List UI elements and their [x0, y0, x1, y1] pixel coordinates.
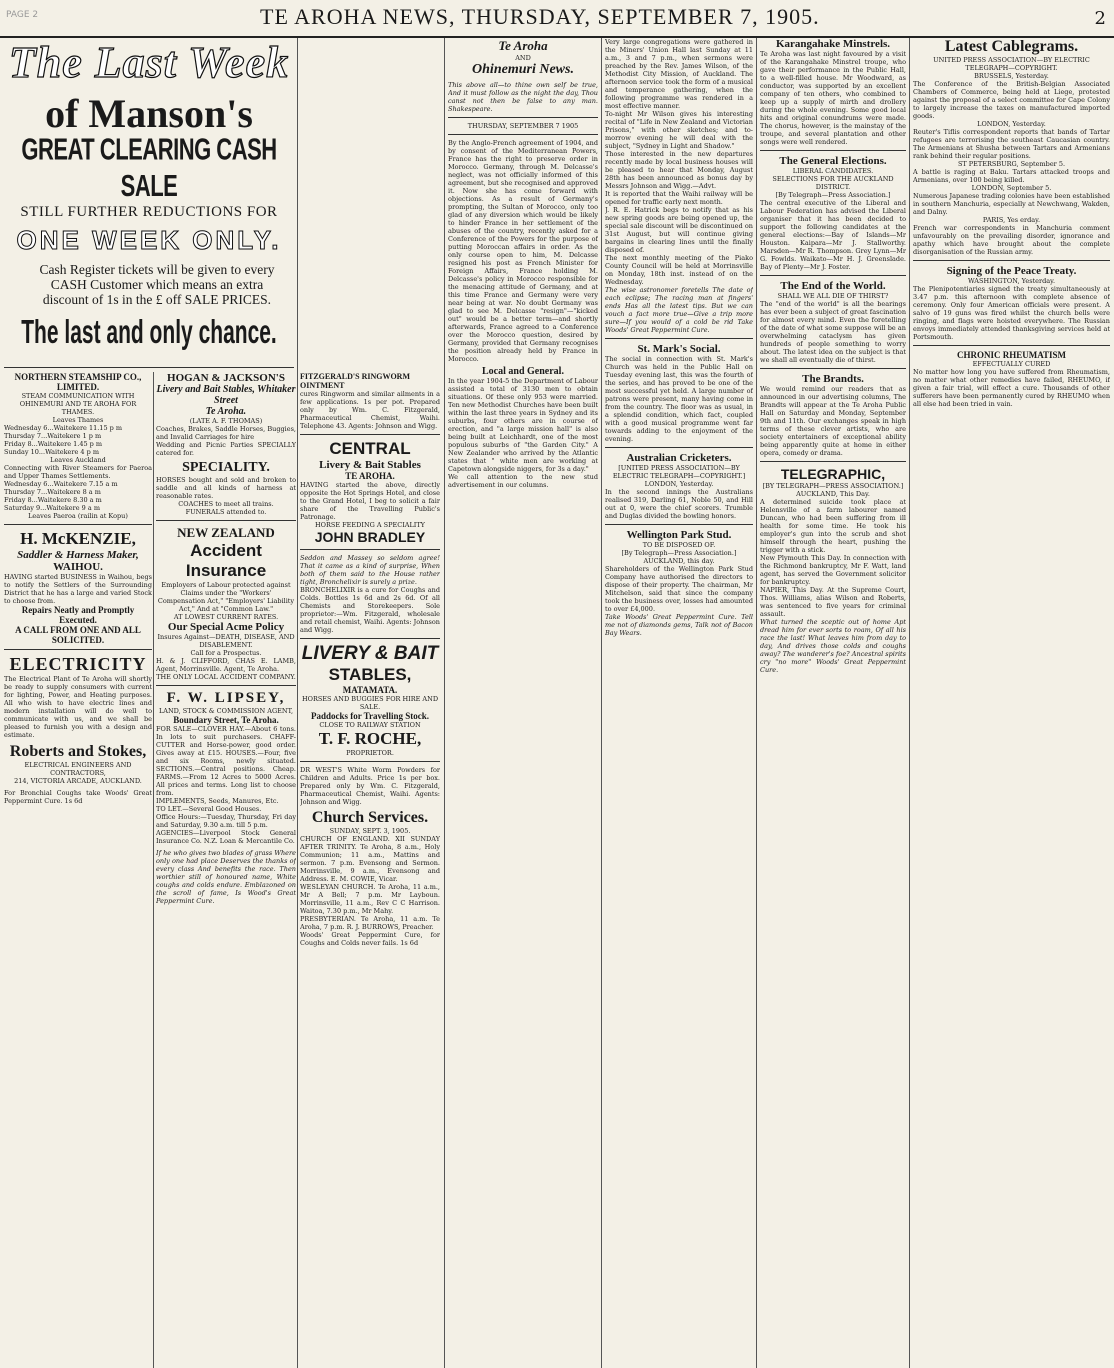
lipsey-implements: IMPLEMENTS, Seeds, Manures, Etc.	[156, 797, 279, 805]
livery-title: LIVERY & BAIT	[301, 643, 439, 664]
column-rule	[153, 372, 154, 1368]
hogan-place: Te Aroha.	[205, 406, 247, 417]
coaches-text: COACHES to meet all trains.	[178, 500, 274, 508]
hogan-parties: Wedding and Picnic Parties SPECIALLY catered for.	[156, 441, 296, 457]
bronchelixir-text: BRONCHELIXIR is a cure for Coughs and Colds. Bottles 1s 6d and 2s 6d. Of all Chemists and Storekeepers. Sole proprietor:—Wm. Fitzgerald, wholesale and retail chemist, Waihi. Agents: Johnson and Wigg.	[300, 586, 440, 634]
lipsey-office-hours: Office Hours:—Tuesday, Thursday, Fri day and Saturday, 9.30 a.m. till 5 p.m.	[156, 813, 296, 829]
brandts-text: We would remind our readers that as announced in our advertising columns, The Brandts will appear at the Te Aroha Public Hall on Saturday and Monday, September 9th and 11th. Our exchanges speak in high terms of these clever artists, who are society entertainers of exceptional ability being apparently quite at home in either opera, comedy or drama.	[760, 385, 906, 457]
shipping-title: NORTHERN STEAMSHIP CO., LIMITED.	[14, 372, 142, 392]
seddon-verse: Seddon and Massey so seldom agree! That it came as a kind of surprise, When both of them said to the House rather tight, Bronchelixir is surely a prize.	[300, 554, 440, 586]
horse-feeding: HORSE FEEDING A SPECIALITY	[315, 521, 425, 529]
acme-title: Our Special Acme Policy	[167, 621, 285, 633]
news-text-4: It is reported that the Waihi railway will be opened for traffic early next month.	[605, 190, 753, 206]
divider	[156, 520, 296, 521]
funerals-text: FUNERALS attended to.	[185, 508, 267, 516]
plymouth-text: New Plymouth This Day. In connection with the Richmond bankruptcy, Mr F. Watt, land agent, has served the Government solicitor for bankruptcy.	[760, 554, 906, 586]
column-6	[760, 38, 906, 1368]
column-7	[913, 38, 1110, 1368]
lipsey-to-let: TO LET.—Several Good Houses.	[156, 805, 262, 813]
advert-headline-mansons: of Manson's	[45, 91, 253, 136]
column-rule	[601, 38, 602, 1368]
shipping-line: Thursday 7...Waitekere 1 p m	[4, 432, 102, 440]
page-corner-label: PAGE 2	[6, 10, 39, 20]
divider	[760, 275, 906, 276]
only-local: THE ONLY LOCAL ACCIDENT COMPANY.	[156, 673, 296, 681]
dateline-london: LONDON, Yesterday.	[977, 120, 1046, 128]
column-rule	[756, 38, 757, 1368]
nz-insurance-title: NEW ZEALAND	[177, 525, 275, 540]
karangahake-text: Te Aroha was last night favoured by a visit of the Karangahake Minstrel troupe, who gave their performance in the Public Hall, to a well-filled house. Mr Woodward, as conductor, was supported by an excellent company of ten others, who combined to keep up a supply of mirth and drollery during the whole evening. Some good local hits and original conundrums were made. The chorus, however, is the mainstay of the troupe, and several plantation and other songs were well rendered.	[760, 50, 906, 146]
mckenzie-trade: Saddler & Harness Maker,	[17, 549, 139, 561]
column-1	[4, 372, 152, 1368]
divider	[300, 761, 440, 762]
end-world-sub: SHALL WE ALL DIE OF THIRST?	[777, 292, 889, 300]
mckenzie-text: HAVING started BUSINESS in Waihou, begs to notify the Settlers of the Surrounding District that he has a large and varied Stock to choose from.	[4, 573, 152, 605]
wellington-title: Wellington Park Stud.	[626, 529, 732, 541]
shipping-subtitle: STEAM COMMUNICATION WITH OHINEMURI AND TE AROHA FOR THAMES.	[19, 392, 137, 416]
dateline-brussels: BRUSSELS, Yesterday.	[974, 72, 1049, 80]
divider	[760, 368, 906, 369]
central-text: HAVING started the above, directly opposite the Hot Springs Hotel, and close to the Grand Hotel, I beg to solicit a fair share of the Travelling Public's Patronage.	[300, 481, 440, 521]
acme-call: Call for a Prospectus.	[190, 649, 262, 657]
livery-title2: STABLES,	[328, 665, 412, 684]
column-4	[448, 38, 598, 1368]
roberts-address: 214, VICTORIA ARCADE, AUCKLAND.	[14, 777, 142, 785]
cablegrams-assoc: UNITED PRESS ASSOCIATION—BY ELECTRIC TELEGRAPH—COPYRIGHT.	[933, 56, 1090, 72]
general-elections-assoc: [By Telegraph—Press Association.]	[775, 191, 891, 199]
stmark-title: St. Mark's Social.	[637, 343, 721, 355]
column-2	[156, 372, 296, 1368]
roche-proprietor: PROPRIETOR.	[346, 749, 394, 757]
telegraphic-place: AUCKLAND, This Day.	[796, 490, 870, 498]
divider	[605, 447, 753, 448]
divider	[605, 524, 753, 525]
nz-insurance-rates: AT LOWEST CURRENT RATES.	[173, 613, 279, 621]
advert-clearing-sale: GREAT CLEARING CASH SALE	[21, 131, 277, 203]
column-rule	[297, 38, 298, 1368]
cricket-assoc: [UNITED PRESS ASSOCIATION—BY ELECTRIC TELEGRAPH—COPYRIGHT.]	[612, 464, 746, 480]
divider	[448, 134, 598, 135]
church-title: Church Services.	[311, 809, 429, 826]
lipsey-agencies: AGENCIES—Liverpool Stock General Insurance Co. N.Z. Loan & Mercantile Co.	[156, 829, 296, 845]
advert-one-week: ONE WEEK ONLY.	[16, 225, 282, 255]
roberts-subtitle: ELECTRICAL ENGINEERS AND CONTRACTORS,	[24, 761, 132, 777]
advert-last-chance-text: The last and only chance.	[21, 314, 277, 351]
auckland-line: Friday 8...Waitekere 8.30 a m	[4, 496, 102, 504]
wesleyan-text: WESLEYAN CHURCH. Te Aroha, 11 a.m., Mr A Bell; 7 p.m. Mr Layboun. Morrinsville, 11 a.m., Rev C C Harrison. Waitoa, 7.30 p.m., Mr Mahy.	[300, 883, 440, 915]
lipsey-text: FOR SALE—CLOVER HAY.—About 6 tons. In lots to suit purchasers. CHAFF-CUTTER and Horse-power, good order. Gives away at £15. HOUSES.—Four, five and six Rooms, newly situated. SECTIONS.—Central positions. Cheap. FARMS.—From 12 Acres to 5000 Acres. All prices and terms. Long list to choose from.	[156, 725, 296, 797]
news-text-6: The next monthly meeting of the Piako County Council will be held at Morrinsville on Monday, 18th inst. instead of on the Wednesday.	[605, 254, 753, 286]
cablegrams-title: Latest Cablegrams.	[944, 38, 1079, 55]
dateline-paris: PARIS, Yes erday.	[982, 216, 1041, 224]
peace-text: The Plenipotentiaries signed the treaty simultaneously at 3.47 p.m. this afternoon with complete absence of ceremony. Only four American officials were present. A salvo of 19 guns was fired whilst the church bells were ringing, and flags were hoisted everywhere. The Russian envoys immediately attended thanksgiving services held at Portsmouth.	[913, 285, 1110, 341]
general-elections-title: The General Elections.	[779, 155, 887, 167]
telegraphic-title: TELEGRAPHIC,	[780, 466, 886, 482]
auckland-line: Thursday 7...Waitekere 8 a m	[4, 488, 101, 496]
brussels-text: The Conference of the British-Belgian Associated Chambers of Commerce, being held at Liege, protested against the proposal of a select committee for Cape Colony to largely increase the taxes on manufactured imported goods.	[913, 80, 1110, 120]
shipping-line: Wednesday 6...Waitekere 11.15 p m	[4, 424, 123, 432]
paper-motto: This above all—to thine own self be true, And it must follow as the night the day, Thou canst not then be false to any man. Shakespeare.	[448, 81, 598, 113]
shipping-line: Sunday 10...Waitekere 4 p m	[4, 448, 99, 456]
roche-name: T. F. ROCHE,	[318, 729, 422, 748]
peppermint-verse: The wise astronomer foretells The date of each eclipse; The racing man at fingers' ends Has all the latest tips. But we can vouch a fact more true—Give a trip more sure—If you would of a cold be rid Take Woods' Great Peppermint Cure.	[605, 286, 753, 334]
petersburg-text: A battle is raging at Baku. Tartars attacked troops and Armenians, over 100 being killed.	[913, 168, 1110, 184]
telegraphic-text: A determined suicide took place at Helensville of a farm labourer named Duncan, who had been suffering from ill health for some time. He took his employer's gun into the scrub and shot himself through the heart, pushing the trigger with a stick.	[760, 498, 906, 554]
paper-title-2: Ohinemuri News.	[472, 62, 574, 77]
fitzgerald-text: cures Ringworm and similar ailments in a few applications. 1s per pot. Prepared only by Wm. C. Fitzgerald, Pharmaceutical Chemist, Waihi. Telephone 43. Agents: Johnson and Wigg.	[300, 390, 440, 430]
cricket-place: LONDON, Yesterday.	[644, 480, 714, 488]
wellington-text: Shareholders of the Wellington Park Stud Company have authorised the directors to dispose of their property. The chairman, Mr Mitchelson, said that since the company took the business over, losses had amounted to over £4,000.	[605, 565, 753, 613]
divider	[4, 524, 152, 525]
lipsey-title: F. W. LIPSEY,	[166, 690, 286, 706]
roberts-title: Roberts and Stokes,	[9, 743, 147, 760]
dateline-petersburg: ST PETERSBURG, September 5.	[957, 160, 1066, 168]
livery-place: MATAMATA.	[342, 685, 398, 695]
divider	[760, 150, 906, 151]
london2-text: Numerous Japanese trading colonies have been established in southern Manchuria, especially at Newchwang, Wakden, and Dalny.	[913, 192, 1110, 216]
peppermint-poem: If he who gives two blades of grass Where only one had place Deserves the thanks of every class And benefits the race. Then worthier still of honoured name, White coughs and colds endure. Emblazoned on the scroll of fame, Is Wood's Great Peppermint Cure.	[156, 849, 296, 905]
column-rule	[909, 38, 910, 1368]
church-text: CHURCH OF ENGLAND. XII SUNDAY AFTER TRINITY. Te Aroha, 8 a.m., Holy Communion; 11 a.m., Mattins and sermon. 7 p.m. Evensong and Sermon. Morrinsville, 9 a.m., Evensong and Address. E. M. COWIE, Vicar.	[300, 835, 440, 883]
divider	[156, 685, 296, 686]
speciality-text: HORSES bought and sold and broken to saddle and all kinds of harness at reasonable rates.	[156, 476, 296, 500]
local-general-title: Local and General.	[482, 366, 564, 377]
peace-title: Signing of the Peace Treaty.	[946, 265, 1077, 277]
news-text-3: Those interested in the new departures recently made by local business houses will be pleased to hear that Monday, August 28th has been announced as bonus day by Messrs Johnson and Wigg.—Advt.	[605, 150, 753, 190]
london-text: Reuter's Tiflis correspondent reports that bands of Tartar refugees are terrorising the southeast Caucasian country. The Armenians at Shusha between Tartars and Armenians rank behind their regular positions.	[913, 128, 1110, 160]
divider	[300, 549, 440, 550]
presbyterian-text: PRESBYTERIAN. Te Aroha, 11 a.m. Te Aroha, 7 p.m. R. J. BURROWS, Preacher.	[300, 915, 440, 931]
news-text-2: To-night Mr Wilson gives his interesting recital of "Life in New Zealand and Victorian Prisons," with other sketches; and to-morrow evening he will deal with the subject, "Sydney in Light and Shadow."	[605, 110, 753, 150]
central-place: TE AROHA.	[345, 471, 395, 481]
stmark-text: The social in connection with St. Mark's Church was held in the Public Hall on Tuesday evening last, this was the fourth of the series, and has proved to be one of the most successful yet held. A large number of patrons were present, many having come in from the country. The floor was as usual, in a splendid condition, which fact, coupled with a good musical programme went far towards adding to the enjoyment of the evening.	[605, 355, 753, 443]
electricity-text: The Electrical Plant of Te Aroha will shortly be ready to supply consumers with current for lighting, Power, and Heating purposes. All who wish to have electric lines and modern installation will do well to communicate with us, and we shall be pleased to furnish you with a design and estimate.	[4, 675, 152, 739]
woods-cure-note: Woods' Great Peppermint Cure, for Coughs and Colds never fails. 1s 6d	[300, 931, 440, 947]
end-world-title: The End of the World.	[780, 280, 886, 292]
divider	[448, 117, 598, 118]
advert-headline-last-week: The Last Week	[8, 38, 290, 87]
column-3	[300, 372, 440, 1368]
divider	[300, 638, 440, 639]
editorial-text: By the Anglo-French agreement of 1904, and by consent of the Mediterranean Powers, France has the right to preserve order in Morocco. Germany, through M. Delcasse's neglect, was not officially informed of this agreement, but she recognised and approved it. Now she has come forward with objections. As a result of Germany's prompting, the Sultan of Morocco, only too glad of any diversion which would be likely to hinder France in her settlement of the abuses of the country, recently asked for a Conference of the Powers for the purpose of putting Moroccan affairs in order. As the only course open to him, M. Delcasse resigned his post as French Minister for Foreign Affairs, France holding M. Delcasse's policy in Morocco responsible for the menacing attitude of Germany, and at this time France and Germany were very near being at war. No doubt Germany was glad to see M. Delcasse "resign"—"kicked out" would be a better term—and shortly afterwards, France agreed to a Conference over the Morocco question, desired by Germany, provided that Germany recognises the position already held by France in Morocco.	[448, 139, 598, 363]
chronic-sub: EFFECTUALLY CURED	[972, 360, 1051, 368]
lipsey-subtitle: LAND, STOCK & COMMISSION AGENT,	[158, 707, 294, 715]
cricket-title: Australian Cricketers.	[626, 452, 732, 464]
paper-date: THURSDAY, SEPTEMBER 7 1905	[467, 122, 579, 130]
divider	[605, 338, 753, 339]
cricket-text: In the second innings the Australians realised 319, Darling 61, Noble 50, and Hill out at 0, were the chief scorers. Trumble and Duglas divided the bowling honors.	[605, 488, 753, 520]
peace-place: WASHINGTON, Yesterday.	[967, 277, 1056, 285]
wellington-assoc: [By Telegraph—Press Association.]	[621, 549, 737, 557]
electricity-title: ELECTRICITY	[9, 654, 147, 674]
central-title: CENTRAL	[329, 439, 411, 458]
mckenzie-repairs: Repairs Neatly and Promptly Executed.	[21, 605, 135, 625]
wellington-subtitle: TO BE DISPOSED OF.	[642, 541, 716, 549]
column-rule	[444, 38, 445, 1368]
telegraphic-assoc: [BY TELEGRAPH—PRESS ASSOCIATION.]	[762, 482, 904, 490]
paris-text: French war correspondents in Manchuria comment unfavourably on the prevailing disorder, ignorance and apathy which have brought about the complete disorganisation of the Russian army.	[913, 224, 1110, 256]
news-text-1: Very large congregations were gathered in the Miners' Union Hall last Sunday at 11 a.m., 3 and 7 p.m., when sermons were preached by the Rev. James Wilson, of the Methodist City Mission, of Auckland. The afternoon service took the form of a musical and temperance gathering, when the following programme was rendered in a most effective manner.	[605, 38, 753, 110]
general-elections-text: The central executive of the Liberal and Labour Federation has advised the Liberal organiser that it has been decided to support the following candidates at the general elections:—Bay of Islands—Mr Houston. Kaipara—Mr J. Stallworthy. Marsden—Mr R. Thompson. Grey Lynn—Mr G. Fowlds. Waikato—Mr H. J. Greenslade. Bay of Plenty—Mr J. Foster.	[760, 199, 906, 271]
newspaper-masthead-title: TE AROHA NEWS, THURSDAY, SEPTEMBER 7, 1905.	[260, 4, 820, 29]
nz-insurance-title2: Accident Insurance	[185, 541, 267, 580]
livery-text: HORSES AND BUGGIES FOR HIRE AND SALE.	[301, 695, 439, 711]
bronchial-note: For Bronchial Coughs take Woods' Great Peppermint Cure. 1s 6d	[4, 789, 152, 805]
masthead	[0, 0, 1114, 38]
lipsey-address: Boundary Street, Te Aroha.	[173, 715, 279, 725]
divider	[913, 345, 1110, 346]
auckland-leaves: Leaves Auckland	[50, 456, 106, 464]
fitzgerald-title: FITZGERALD'S RINGWORM OINTMENT	[300, 372, 411, 390]
wellington-place: AUCKLAND, this day.	[643, 557, 715, 565]
divider	[300, 434, 440, 435]
bradley-name: JOHN BRADLEY	[314, 529, 426, 545]
hogan-late: (LATE A. F. THOMAS)	[189, 417, 263, 425]
brandts-title: The Brandts.	[802, 373, 864, 385]
acme-subtitle: Insures Against—DEATH, DISEASE, AND DISABLEMENT.	[157, 633, 295, 649]
divider	[760, 461, 906, 462]
napier-text: NAPIER, This Day. At the Supreme Court, Thos. Williams, alias Wilson and Roberts, was sentenced to five years for criminal assault.	[760, 586, 906, 618]
paddocks: Paddocks for Travelling Stock.	[310, 711, 429, 721]
general-elections-sub2: SELECTIONS FOR THE AUCKLAND DISTRICT.	[772, 175, 894, 191]
hogan-subtitle: Livery and Bait Stables, Whitaker Street	[156, 384, 296, 406]
shipping-line: Friday 8...Waitekere 1.45 p m	[4, 440, 103, 448]
hogan-text: Coaches, Brakes, Saddle Horses, Buggies, and Invalid Carriages for hire	[156, 425, 296, 441]
end-world-text: The "end of the world" is all the bearings has ever been a subject of great fascination for almost every mind. Even the foretelling of the date of what some suppose will be an overwhelming cataclysm has given hundreds of people something to worry about. The latest idea on the subject is that we shall all eventually die of thirst.	[760, 300, 906, 364]
shipping-leaves-thames: Leaves Thames	[52, 416, 104, 424]
hogan-title: HOGAN & JACKSON'S	[167, 372, 285, 384]
auckland-line: Wednesday 6...Waitekere 7.15 a m	[4, 480, 118, 488]
divider	[913, 260, 1110, 261]
central-subtitle: Livery & Bait Stables	[319, 459, 421, 471]
chronic-title: CHRONIC RHEUMATISM	[956, 350, 1067, 360]
auckland-line: Saturday 9...Waitekere 9 a m	[4, 504, 100, 512]
speciality-title: SPECIALITY.	[182, 460, 270, 475]
auckland-text: Connecting with River Steamers for Paeroa and Upper Thames Settlements.	[4, 464, 152, 480]
news-text-5: J. R. E. Hatrick begs to notify that as his new spring goods are being opened up, the special sale discount will be discontinued on 31st August, but will continue giving bargains in clearing lines until the finally disposed of.	[605, 206, 753, 254]
peppermint-verse-3: What turned the sceptic out of home Apt dread him for ever sorts to roam, Of all his race the last! What leaves him from day to day, And drives those colds and coughs away? The wanderer's foe? Ancestral spirits cry "no more" Woods' Great Peppermint Cure.	[760, 618, 906, 674]
karangahake-title: Karangahake Minstrels.	[775, 38, 891, 50]
nz-insurance-text: Employers of Labour protected against Claims under the "Workers' Compensation Act," "Employers' Liability Act," And at "Common Law."	[157, 581, 295, 613]
page-number: 2	[1094, 8, 1106, 29]
local-general-tail: We call attention to the new stud advertisement in our columns.	[448, 473, 598, 489]
close-rail: CLOSE TO RAILWAY STATION	[319, 721, 421, 729]
local-general-text: In the year 1904-5 the Department of Labour assisted a total of 3130 men to obtain situations. Of these only 953 were married. Ten new Methodist Churches have been built within the last three years in Sydney and its suburbs, four others are in course of erection, and "a large mission hall" is also being built at Leichhardt, one of the most populous suburbs of "the Garden City." A New Zealander who arrived by the Atlantic states that " white men are working at Capetown alongside niggers, for 3s a day."	[448, 377, 598, 473]
mckenzie-name: H. McKENZIE,	[20, 529, 136, 548]
paper-title: Te Aroha	[498, 38, 548, 53]
church-date: SUNDAY, SEPT. 3, 1905.	[329, 827, 411, 835]
general-elections-sub: LIBERAL CANDIDATES.	[792, 167, 874, 175]
clifford-agents: H. & J. CLIFFORD, CHAS E. LAMB, Agent, Morrinsville. Agent, Te Aroha.	[156, 657, 296, 673]
advert-reductions: STILL FURTHER REDUCTIONS FOR	[20, 204, 278, 220]
advert-last-chance	[6, 314, 292, 351]
peppermint-verse-2: Take Woods' Great Peppermint Cure. Tell me not of diamonds gems, Talk not of Bacon Bay Wears.	[605, 613, 753, 637]
column-5	[605, 38, 753, 1368]
divider	[4, 367, 294, 368]
mckenzie-place: WAIHOU.	[53, 561, 103, 573]
worm-powders: DR WEST'S White Worm Powders for Children and Adults. Price 1s per box. Prepared only by Wm. C. Fitzgerald, Pharmaceutical Chemist, Waihi. Agents: Johnson and Wigg.	[300, 766, 440, 806]
paper-and: AND	[515, 54, 531, 62]
divider	[4, 649, 152, 650]
manson-sale-advert	[6, 38, 292, 307]
mckenzie-call: A CALL FROM ONE AND ALL SOLICITED.	[15, 625, 141, 645]
dateline-london-2: LONDON, September 5.	[971, 184, 1052, 192]
advert-cash-register: Cash Register tickets will be given to every CASH Customer which means an extra discount of 1s in the £ off SALE PRICES.	[39, 262, 275, 307]
paeroa-leaves: Leaves Paeroa (railin at Kopu)	[28, 512, 128, 520]
chronic-text: No matter how long you have suffered from Rheumatism, no matter what other remedies have failed, RHEUMO, if given a fair trial, will effect a cure. Thousands of other sufferers have been permanently cured by RHEUMO when all else had been tried in vain.	[913, 368, 1110, 408]
